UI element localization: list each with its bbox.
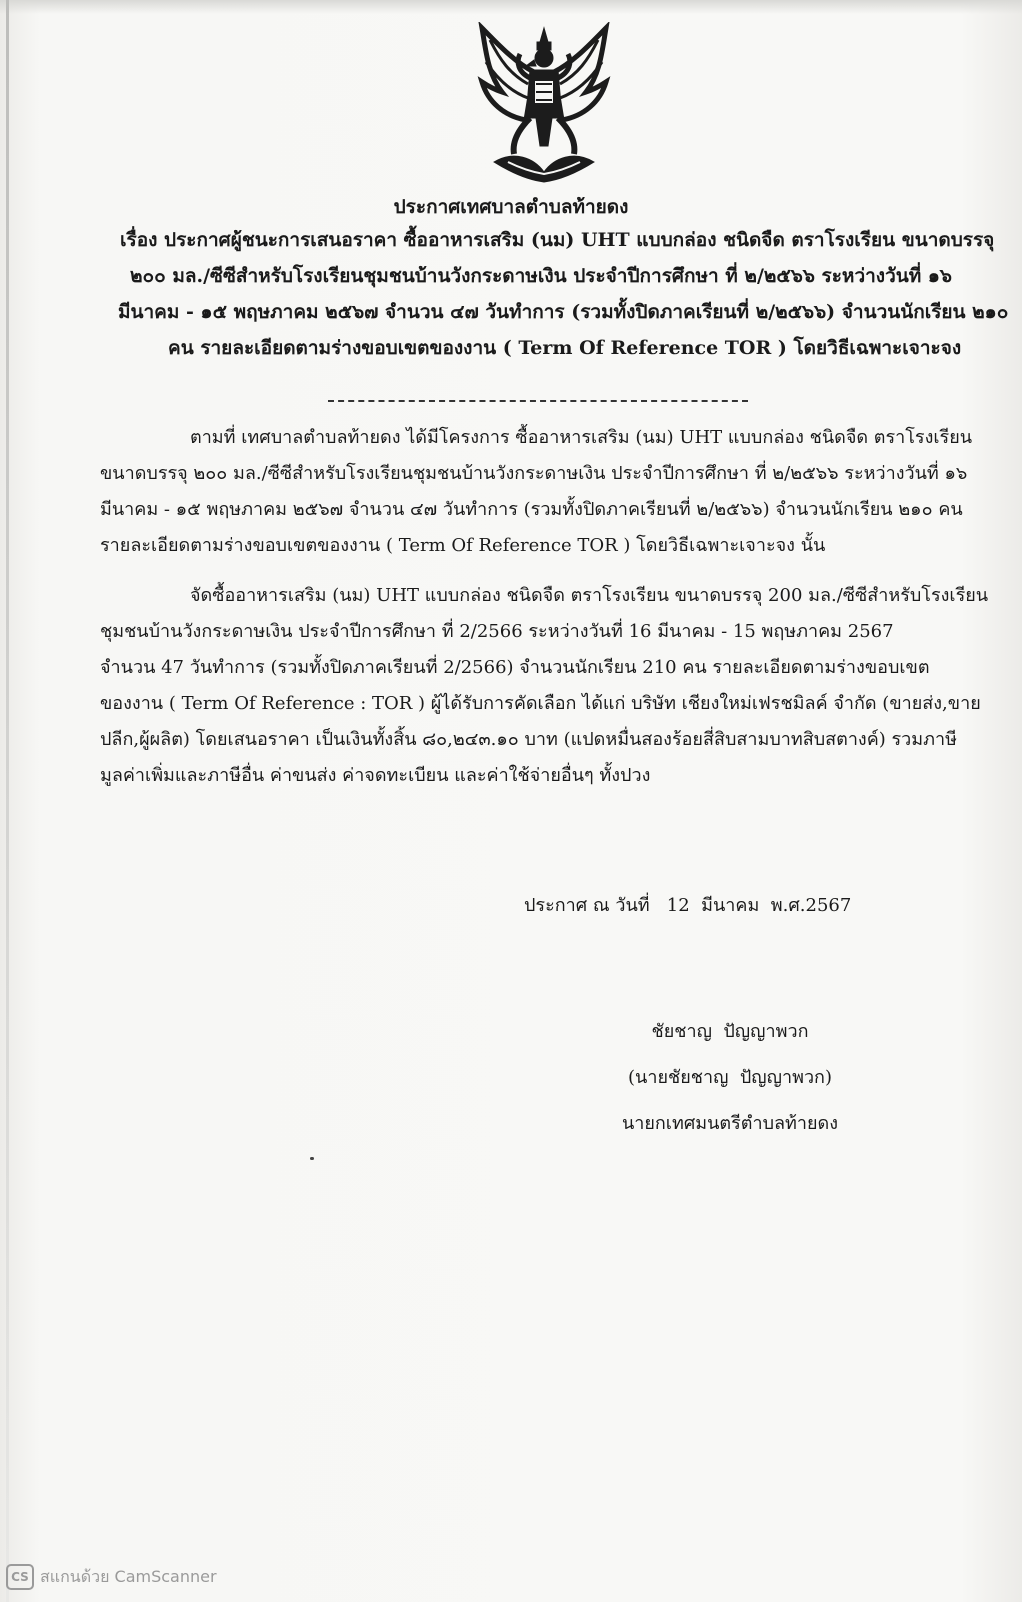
watermark-text: สแกนด้วย CamScanner — [40, 1566, 217, 1586]
paragraph2-line: จำนวน 47 วันทำการ (รวมทั้งปิดภาคเรียนที่ 2/2566) จำนวนนักเรียน 210 คน รายละเอียดตามร่างขอบเขต — [100, 657, 930, 678]
document-title: ประกาศเทศบาลตำบลท้ายดง — [393, 196, 629, 218]
paragraph2-line: ปลีก,ผู้ผลิต) โดยเสนอราคา เป็นเงินทั้งสิ้น ๘๐,๒๔๓.๑๐ บาท (แปดหมื่นสองร้อยสี่สิบสามบาทสิบสตางค์) รวมภาษี — [100, 729, 957, 750]
paragraph2-line: ชุมชนบ้านวังกระดาษเงิน ประจำปีการศึกษา ที่ 2/2566 ระหว่างวันที่ 16 มีนาคม - 15 พฤษภาคม 2567 — [100, 621, 894, 642]
subject-line: เรื่อง ประกาศผู้ชนะการเสนอราคา ซื้ออาหารเสริม (นม) UHT แบบกล่อง ชนิดจืด ตราโรงเรียน ขนาดบรรจุ — [120, 229, 995, 251]
paragraph1-line: ขนาดบรรจุ ๒๐๐ มล./ซีซีสำหรับโรงเรียนชุมชนบ้านวังกระดาษเงิน ประจำปีการศึกษา ที่ ๒/๒๕๖๖ ระหว่างวันที่ ๑๖ — [100, 463, 968, 484]
paragraph1-line: ตามที่ เทศบาลตำบลท้ายดง ได้มีโครงการ ซื้ออาหารเสริม (นม) UHT แบบกล่อง ชนิดจืด ตราโรงเรียน — [190, 427, 973, 448]
announce-date: ประกาศ ณ วันที่ 12 มีนาคม พ.ศ.2567 — [524, 895, 852, 916]
signer-name: (นายชัยชาญ ปัญญาพวก) — [628, 1067, 832, 1088]
signer-position: นายกเทศมนตรีตำบลท้ายดง — [621, 1113, 839, 1134]
signature: ชัยชาญ ปัญญาพวก — [651, 1021, 809, 1042]
separator-line — [328, 400, 748, 402]
scan-speck — [310, 1157, 314, 1160]
document-body — [100, 420, 989, 794]
subject-line: ๒๐๐ มล./ซีซีสำหรับโรงเรียนชุมชนบ้านวังกระดาษเงิน ประจำปีการศึกษา ที่ ๒/๒๕๖๖ ระหว่างวันที่ ๑๖ — [130, 265, 952, 287]
camscanner-watermark — [6, 1564, 217, 1590]
paragraph1-line: มีนาคม - ๑๕ พฤษภาคม ๒๕๖๗ จำนวน ๔๗ วันทำการ (รวมทั้งปิดภาคเรียนที่ ๒/๒๕๖๖) จำนวนนักเรียน ๒๑๐ คน — [100, 499, 963, 520]
scan-top-shadow — [0, 0, 1022, 14]
garuda-emblem-icon — [474, 22, 614, 188]
document-subject — [118, 222, 1009, 366]
camscanner-logo-icon: CS — [6, 1564, 34, 1590]
subject-line: คน รายละเอียดตามร่างขอบเขตของงาน ( Term Of Reference TOR ) โดยวิธีเฉพาะเจาะจง — [168, 337, 962, 359]
paragraph2-line: จัดซื้ออาหารเสริม (นม) UHT แบบกล่อง ชนิดจืด ตราโรงเรียน ขนาดบรรจุ 200 มล./ซีซีสำหรับโรงเรียน — [190, 585, 989, 606]
scan-left-edge — [6, 0, 9, 1602]
subject-line: มีนาคม - ๑๕ พฤษภาคม ๒๕๖๗ จำนวน ๔๗ วันทำการ (รวมทั้งปิดภาคเรียนที่ ๒/๒๕๖๖) จำนวนนักเรียน ๒๑๐ — [118, 301, 1009, 323]
paragraph2-line: มูลค่าเพิ่มและภาษีอื่น ค่าขนส่ง ค่าจดทะเบียน และค่าใช้จ่ายอื่นๆ ทั้งปวง — [100, 765, 651, 786]
paragraph1-line: รายละเอียดตามร่างขอบเขตของงาน ( Term Of Reference TOR ) โดยวิธีเฉพาะเจาะจง นั้น — [100, 535, 826, 556]
paragraph2-line: ของงาน ( Term Of Reference : TOR ) ผู้ได้รับการคัดเลือก ได้แก่ บริษัท เชียงใหม่เฟรชมิลค์ จำกัด (ขายส่ง,ขาย — [100, 693, 981, 714]
